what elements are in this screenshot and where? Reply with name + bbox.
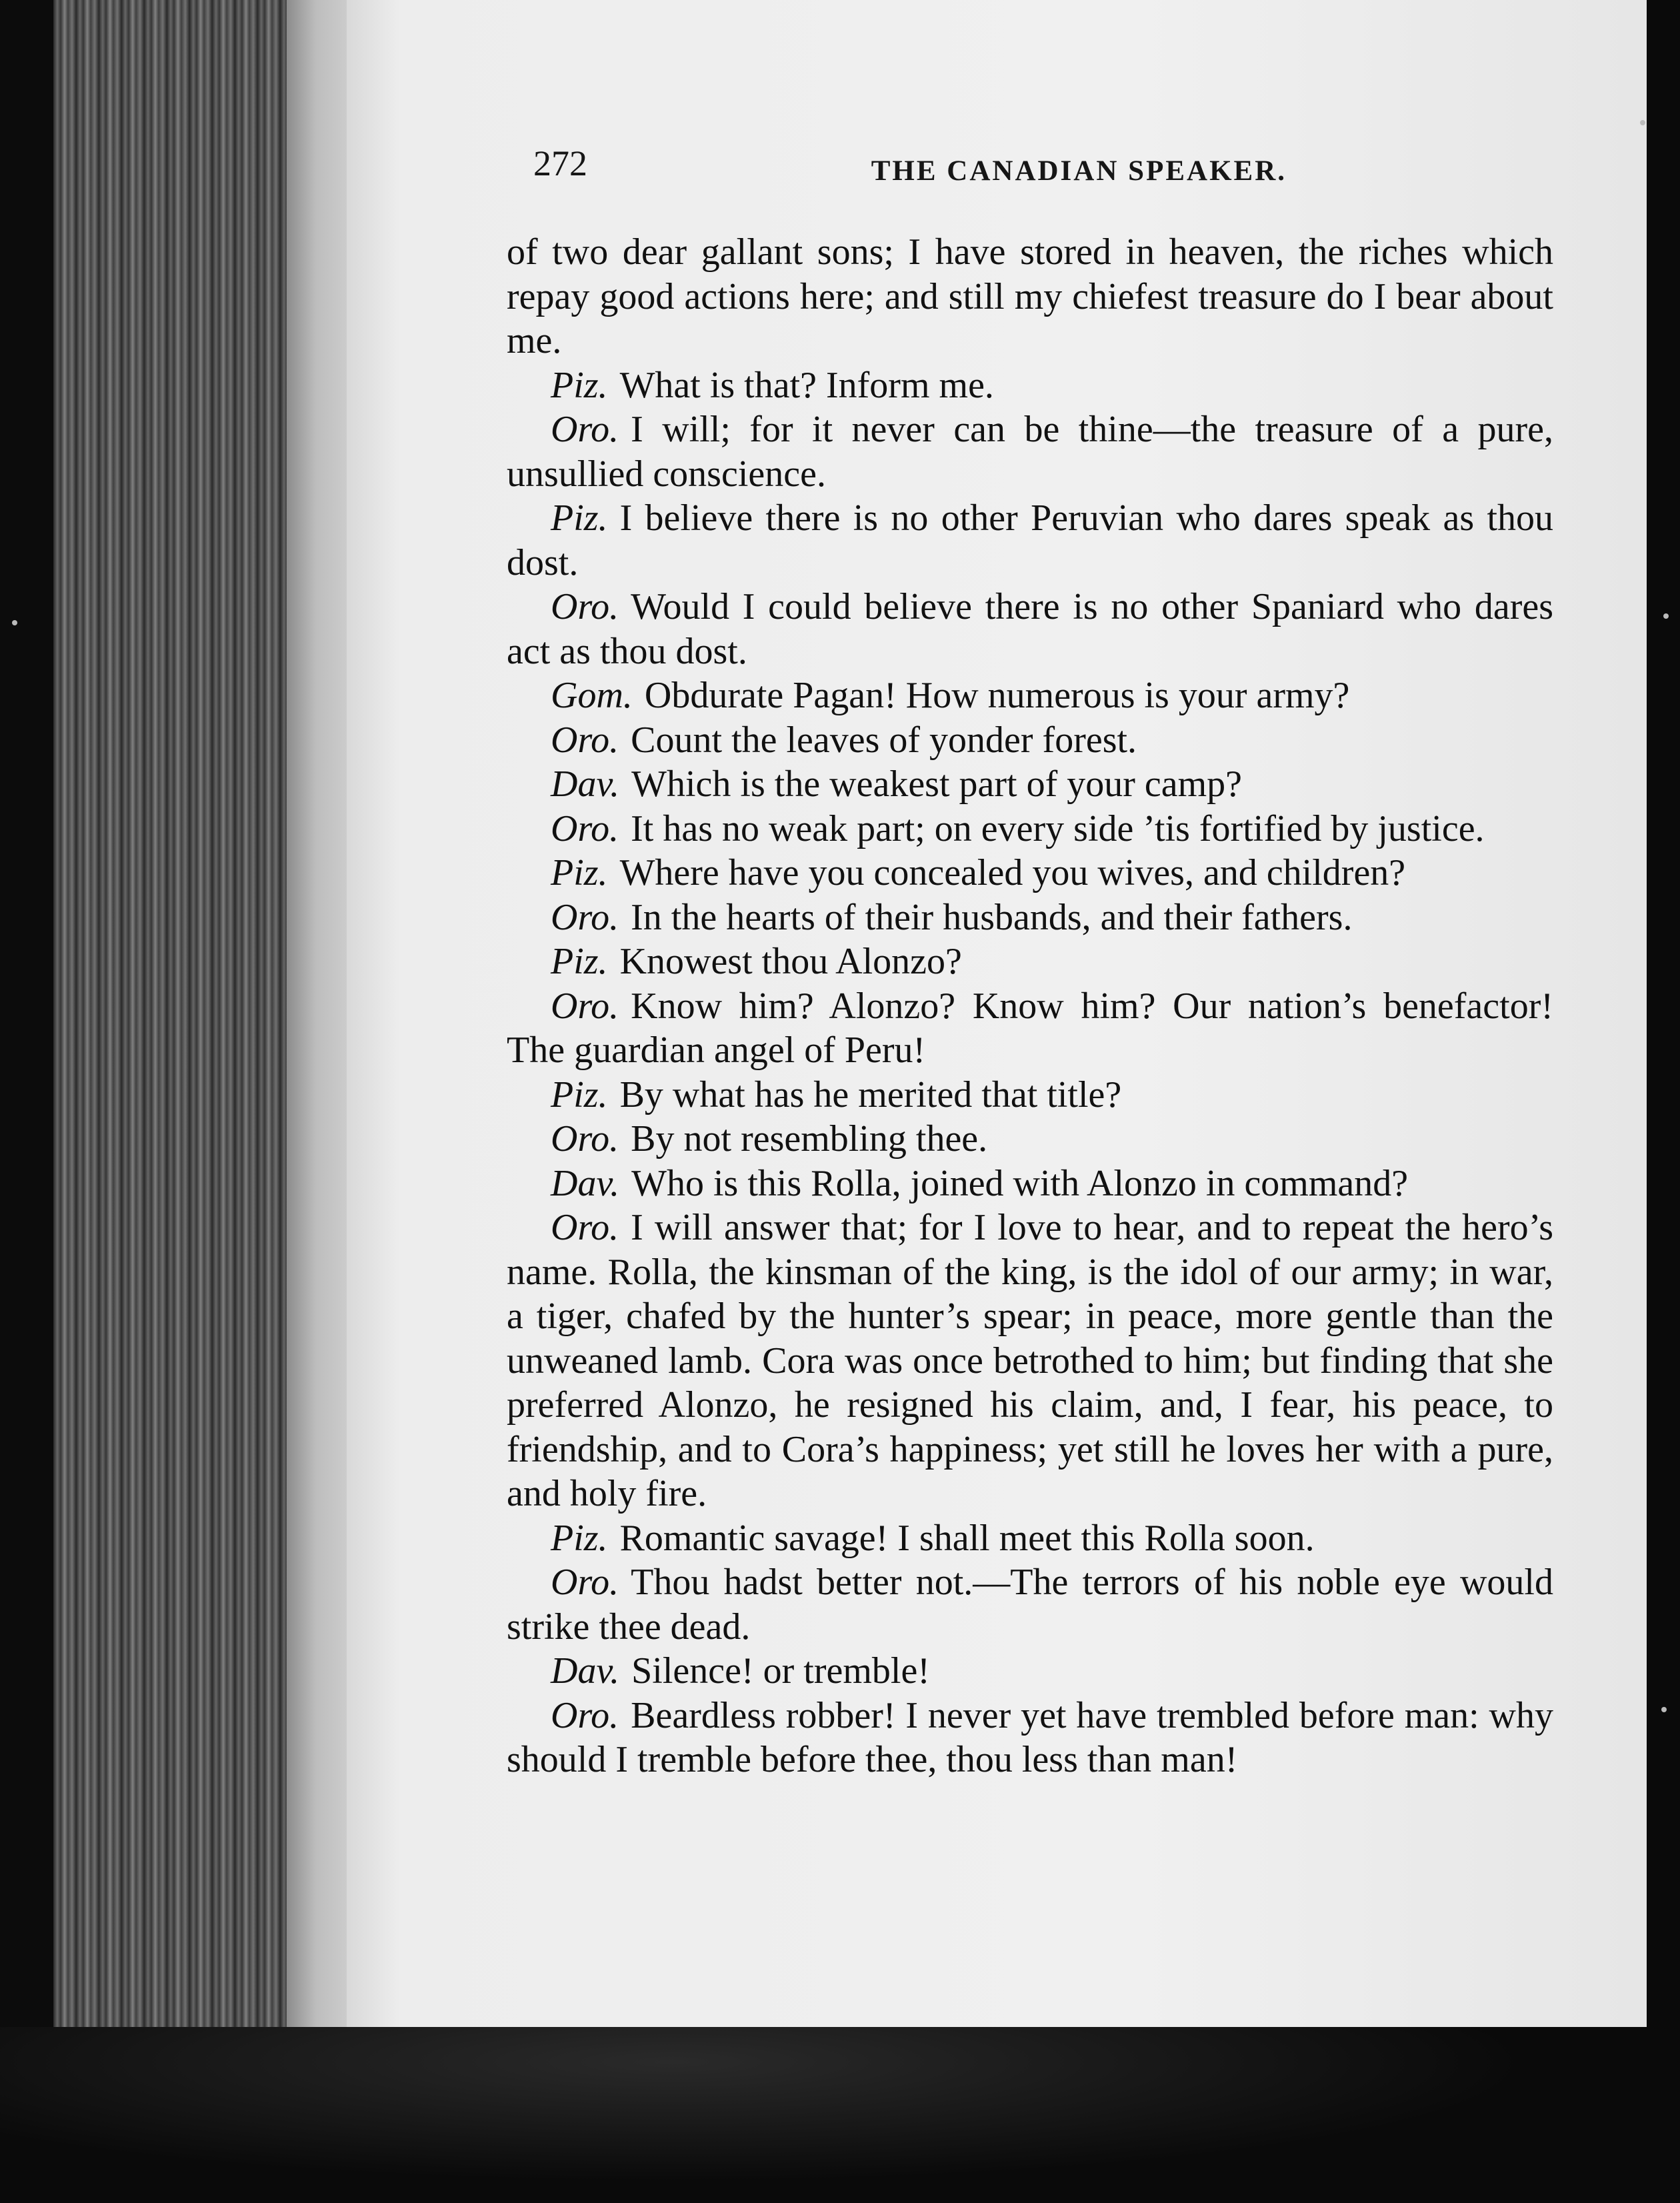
speech-text: Thou hadst better not.—The terrors of his noble eye would strike thee dead. <box>507 1562 1553 1648</box>
speech-3 <box>507 496 1553 585</box>
speech-text: I believe there is no other Peruvian who dares speak as thou dost. <box>507 497 1553 583</box>
speech-7 <box>507 762 1553 807</box>
scan-speck <box>12 620 17 625</box>
speech-13 <box>507 1073 1553 1118</box>
scan-border-bottom <box>0 2027 1680 2203</box>
speaker-name: Oro. <box>551 409 619 450</box>
speech-6 <box>507 718 1553 763</box>
speech-text: What is that? Inform me. <box>619 364 994 406</box>
speaker-name: Oro. <box>551 1562 619 1603</box>
speech-text: Obdurate Pagan! How numerous is your army? <box>644 675 1350 716</box>
speech-text: Count the leaves of yonder forest. <box>631 719 1137 761</box>
speaker-name: Oro. <box>551 1207 619 1248</box>
speech-18 <box>507 1560 1553 1649</box>
speech-14 <box>507 1117 1553 1162</box>
scan-speck <box>1661 1707 1667 1712</box>
speech-text: By not resembling thee. <box>631 1118 988 1160</box>
speech-text: Beardless robber! I never yet have trembled before man: why should I tremble before thee, thou less than man! <box>507 1694 1553 1780</box>
speaker-name: Gom. <box>551 675 633 716</box>
speech-text: By what has he merited that title? <box>619 1073 1122 1116</box>
speech-11 <box>507 939 1553 984</box>
speaker-name: Dav. <box>551 763 620 805</box>
opening-paragraph: of two dear gallant sons; I have stored in heaven, the riches which repay good actions here; and still my chiefest treasure do I bear about me. <box>507 231 1553 361</box>
speech-17 <box>507 1516 1553 1561</box>
speaker-name: Piz. <box>551 1517 608 1559</box>
speaker-name: Oro. <box>551 896 619 938</box>
speaker-name: Oro. <box>551 719 619 761</box>
speech-text: Who is this Rolla, joined with Alonzo in command? <box>631 1162 1409 1204</box>
speaker-name: Oro. <box>551 586 619 627</box>
speaker-name: Piz. <box>551 852 608 893</box>
speech-text: I will answer that; for I love to hear, and to repeat the hero’s name. Rolla, the kinsman of the king, is the idol of our army; in war, a tiger, chafed by the hunter’s spear; in peace, more gentle than the unweaned lamb. Cora was once betrothed to him; but finding that she preferred Alonzo, he resigned his claim, and, I fear, his peace, to friendship, and to Cora’s happiness; yet still he loves her with a pure, and holy fire. <box>507 1207 1553 1514</box>
speech-text: I will; for it never can be thine—the treasure of a pure, unsullied conscience. <box>507 409 1553 495</box>
body-text <box>507 230 1553 1782</box>
speaker-name: Oro. <box>551 1694 619 1736</box>
scan-speck <box>1663 613 1669 619</box>
speech-text: Romantic savage! I shall meet this Rolla soon. <box>619 1517 1315 1559</box>
speaker-name: Oro. <box>551 1118 619 1160</box>
speech-8 <box>507 807 1553 851</box>
speech-text: Know him? Alonzo? Know him? Our nation’s benefactor! The guardian angel of Peru! <box>507 985 1553 1071</box>
speech-9 <box>507 851 1553 895</box>
speech-text: In the hearts of their husbands, and their fathers. <box>631 896 1353 938</box>
speaker-name: Piz. <box>551 364 608 406</box>
speech-15 <box>507 1162 1553 1206</box>
speech-text: Which is the weakest part of your camp? <box>631 763 1243 805</box>
speech-19 <box>507 1649 1553 1694</box>
page-header <box>533 133 1287 193</box>
speech-1 <box>507 363 1553 408</box>
speech-4 <box>507 585 1553 673</box>
speech-text: Silence! or tremble! <box>631 1650 930 1692</box>
speaker-name: Piz. <box>551 497 608 539</box>
speech-12 <box>507 984 1553 1073</box>
speaker-name: Piz. <box>551 941 608 982</box>
speech-text: It has no weak part; on every side ’tis fortified by justice. <box>631 807 1485 849</box>
speech-20 <box>507 1694 1553 1782</box>
speech-text: Knowest thou Alonzo? <box>619 941 962 982</box>
speaker-name: Dav. <box>551 1650 620 1692</box>
speech-2 <box>507 407 1553 496</box>
speech-10 <box>507 895 1553 940</box>
speech-text: Where have you concealed you wives, and children? <box>619 852 1406 893</box>
speech-5 <box>507 673 1553 718</box>
scan-speck <box>1640 120 1645 125</box>
scan-border-right <box>1647 0 1680 2203</box>
page-number: 272 <box>533 143 587 183</box>
running-title: THE CANADIAN SPEAKER. <box>871 155 1287 187</box>
speaker-name: Oro. <box>551 807 619 849</box>
speaker-name: Dav. <box>551 1162 620 1204</box>
speech-text: Would I could believe there is no other Spaniard who dares act as thou dost. <box>507 586 1553 672</box>
speaker-name: Piz. <box>551 1073 608 1116</box>
speaker-name: Oro. <box>551 985 619 1027</box>
speech-16 <box>507 1206 1553 1516</box>
